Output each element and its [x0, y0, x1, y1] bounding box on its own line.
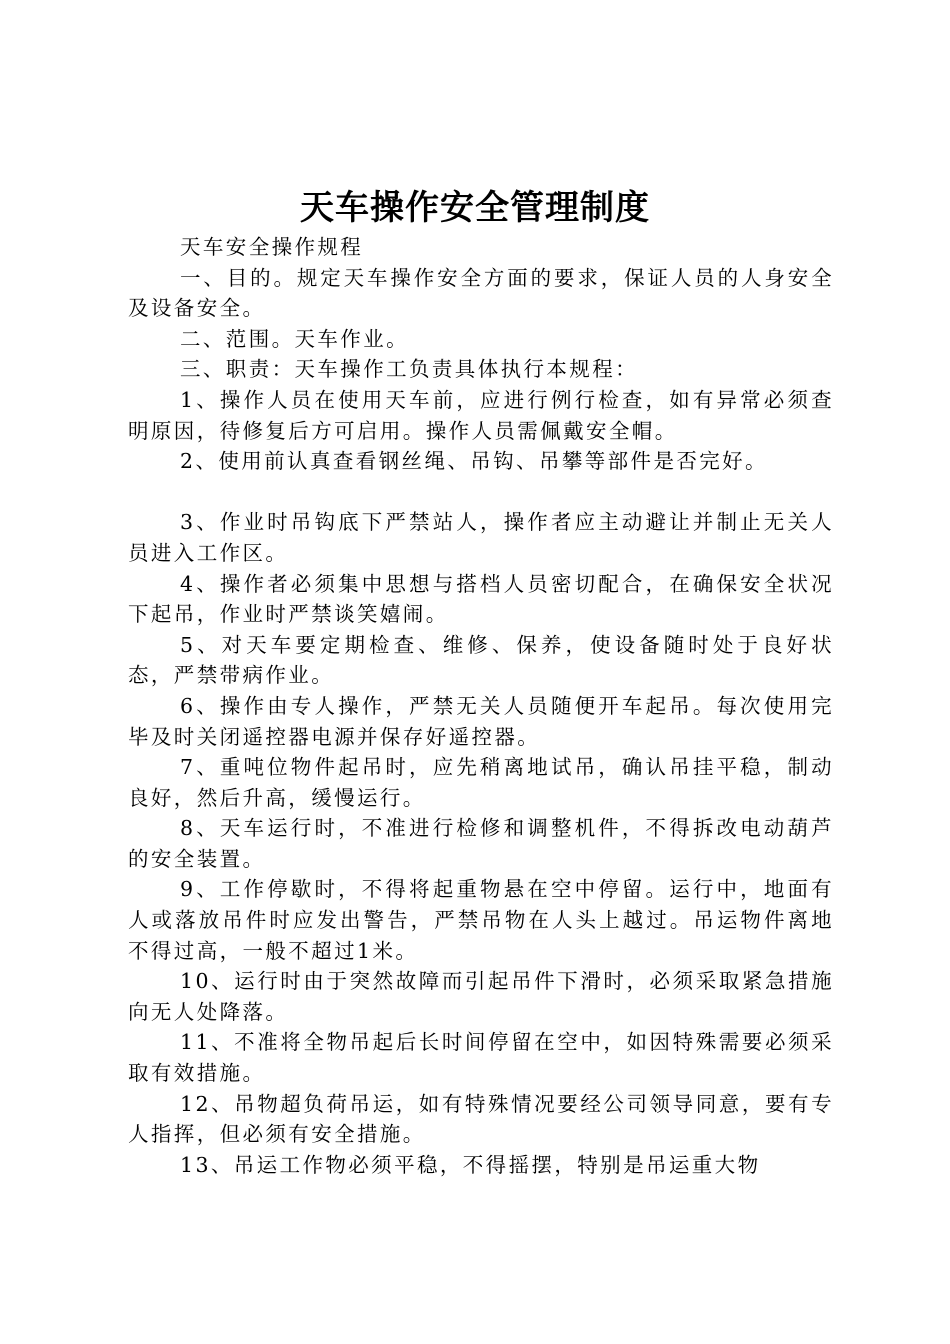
paragraph-rule-7: 7、重吨位物件起吊时，应先稍离地试吊，确认吊挂平稳，制动良好，然后升高，缓慢运行。 [128, 755, 834, 810]
paragraph-rule-11: 11、不准将全物吊起后长时间停留在空中，如因特殊需要必须采取有效措施。 [128, 1030, 834, 1086]
paragraph-rule-10: 10、运行时由于突然故障而引起吊件下滑时，必须采取紧急措施向无人处降落。 [128, 969, 834, 1024]
paragraph-subtitle: 天车安全操作规程 [180, 235, 364, 259]
paragraph-rule-8: 8、天车运行时，不准进行检修和调整机件，不得拆改电动葫芦的安全装置。 [128, 816, 834, 871]
paragraph-rule-6: 6、操作由专人操作，严禁无关人员随便开车起吊。每次使用完毕及时关闭遥控器电源并保存好遥控器。 [128, 693, 834, 749]
paragraph-rule-5: 5、对天车要定期检查、维修、保养，使设备随时处于良好状态，严禁带病作业。 [128, 632, 834, 688]
document-title: 天车操作安全管理制度 [300, 188, 650, 228]
paragraph-rule-9: 9、工作停歇时，不得将起重物悬在空中停留。运行中，地面有人或落放吊件时应发出警告，严禁吊物在人头上越过。吊运物件离地不得过高，一般不超过1米。 [128, 877, 834, 963]
blank-line [128, 477, 834, 508]
paragraph-rule-12: 12、吊物超负荷吊运，如有特殊情况要经公司领导同意，要有专人指挥，但必须有安全措施。 [128, 1091, 834, 1147]
paragraph-scope: 二、范围。天车作业。 [180, 326, 409, 351]
paragraph-rule-2: 2、使用前认真查看钢丝绳、吊钩、吊攀等部件是否完好。 [180, 449, 768, 474]
paragraph-rule-3: 3、作业时吊钩底下严禁站人，操作者应主动避让并制止无关人员进入工作区。 [128, 510, 834, 565]
paragraph-rule-4: 4、操作者必须集中思想与搭档人员密切配合，在确保安全状况下起吊，作业时严禁谈笑嬉闹。 [128, 571, 834, 627]
paragraph-rule-1: 1、操作人员在使用天车前，应进行例行检查，如有异常必须查明原因，待修复后方可启用。操作人员需佩戴安全帽。 [128, 387, 834, 443]
paragraph-duties: 三、职责：天车操作工负责具体执行本规程： [180, 357, 638, 382]
document-body [128, 232, 834, 1180]
paragraph-rule-13: 13、吊运工作物必须平稳，不得摇摆，特别是吊运重大物 [180, 1152, 761, 1177]
paragraph-purpose: 一、目的。规定天车操作安全方面的要求，保证人员的人身安全及设备安全。 [128, 265, 834, 321]
